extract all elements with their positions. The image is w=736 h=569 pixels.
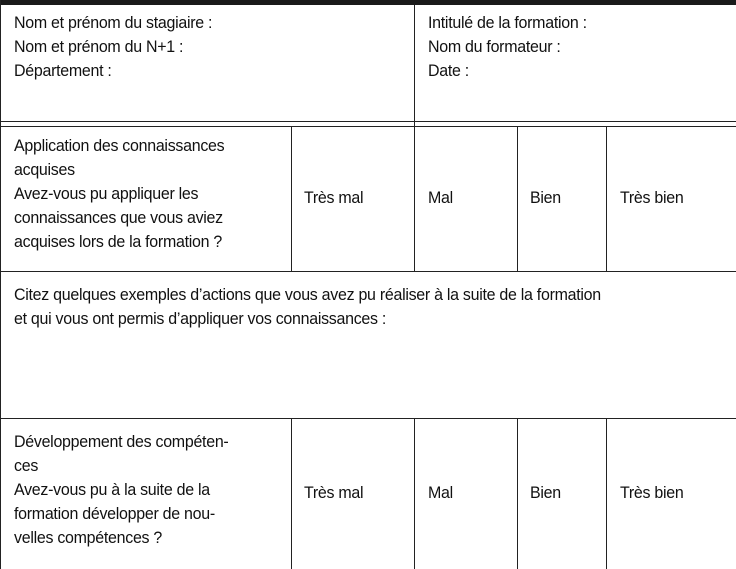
s1-rating-mal[interactable]: Mal [428, 188, 453, 207]
s1-col-divider-4 [606, 126, 607, 271]
section2-question-line: velles compétences ? [14, 528, 163, 547]
s1-rating-bien[interactable]: Bien [530, 188, 561, 207]
s2-col-divider-3 [517, 418, 518, 569]
department-label: Département : [14, 61, 112, 80]
section2-question [14, 430, 228, 550]
s2-rating-mal[interactable]: Mal [428, 483, 453, 502]
section1-top-rule [0, 126, 736, 127]
examples-prompt [14, 283, 601, 331]
header-divider [414, 5, 415, 121]
section2-question-line: formation développer de nou- [14, 504, 215, 523]
s2-col-divider-2 [414, 418, 415, 569]
training-title-label: Intitulé de la formation : [428, 13, 587, 32]
top-border [0, 0, 736, 5]
trainee-name-label: Nom et prénom du stagiaire : [14, 13, 213, 32]
manager-name-label: Nom et prénom du N+1 : [14, 37, 184, 56]
section1-question-line: Avez-vous pu appliquer les [14, 184, 199, 203]
s2-rating-bien[interactable]: Bien [530, 483, 561, 502]
s2-col-divider-4 [606, 418, 607, 569]
s2-rating-tres-mal[interactable]: Très mal [304, 483, 364, 502]
section1-question-line: acquises lors de la formation ? [14, 232, 222, 251]
examples-line: Citez quelques exemples d’actions que vous avez pu réaliser à la suite de la formation [14, 285, 601, 304]
section1-question [14, 134, 224, 254]
section1-question-line: connaissances que vous aviez [14, 208, 223, 227]
s1-rating-tres-bien[interactable]: Très bien [620, 188, 684, 207]
s1-col-divider-1 [291, 126, 292, 271]
section1-bottom-rule [0, 271, 736, 272]
section2-title: Développement des compéten- [14, 432, 229, 451]
examples-line: et qui vous ont permis d’appliquer vos connaissances : [14, 309, 387, 328]
section2-title-cont: ces [14, 456, 39, 475]
date-label: Date : [428, 61, 469, 80]
header-bottom-rule [0, 121, 736, 122]
examples-answer-area[interactable] [1, 332, 736, 417]
left-border [0, 0, 1, 569]
section1-title: Application des connaissances [14, 136, 225, 155]
section2-question-line: Avez-vous pu à la suite de la [14, 480, 210, 499]
s2-rating-tres-bien[interactable]: Très bien [620, 483, 684, 502]
section1-title-cont: acquises [14, 160, 75, 179]
s2-col-divider-1 [291, 418, 292, 569]
s1-col-divider-2 [414, 126, 415, 271]
header-left-fields [14, 11, 212, 83]
header-right-fields [428, 11, 587, 83]
s1-col-divider-3 [517, 126, 518, 271]
trainer-name-label: Nom du formateur : [428, 37, 561, 56]
examples-bottom-rule [0, 418, 736, 419]
s1-rating-tres-mal[interactable]: Très mal [304, 188, 364, 207]
